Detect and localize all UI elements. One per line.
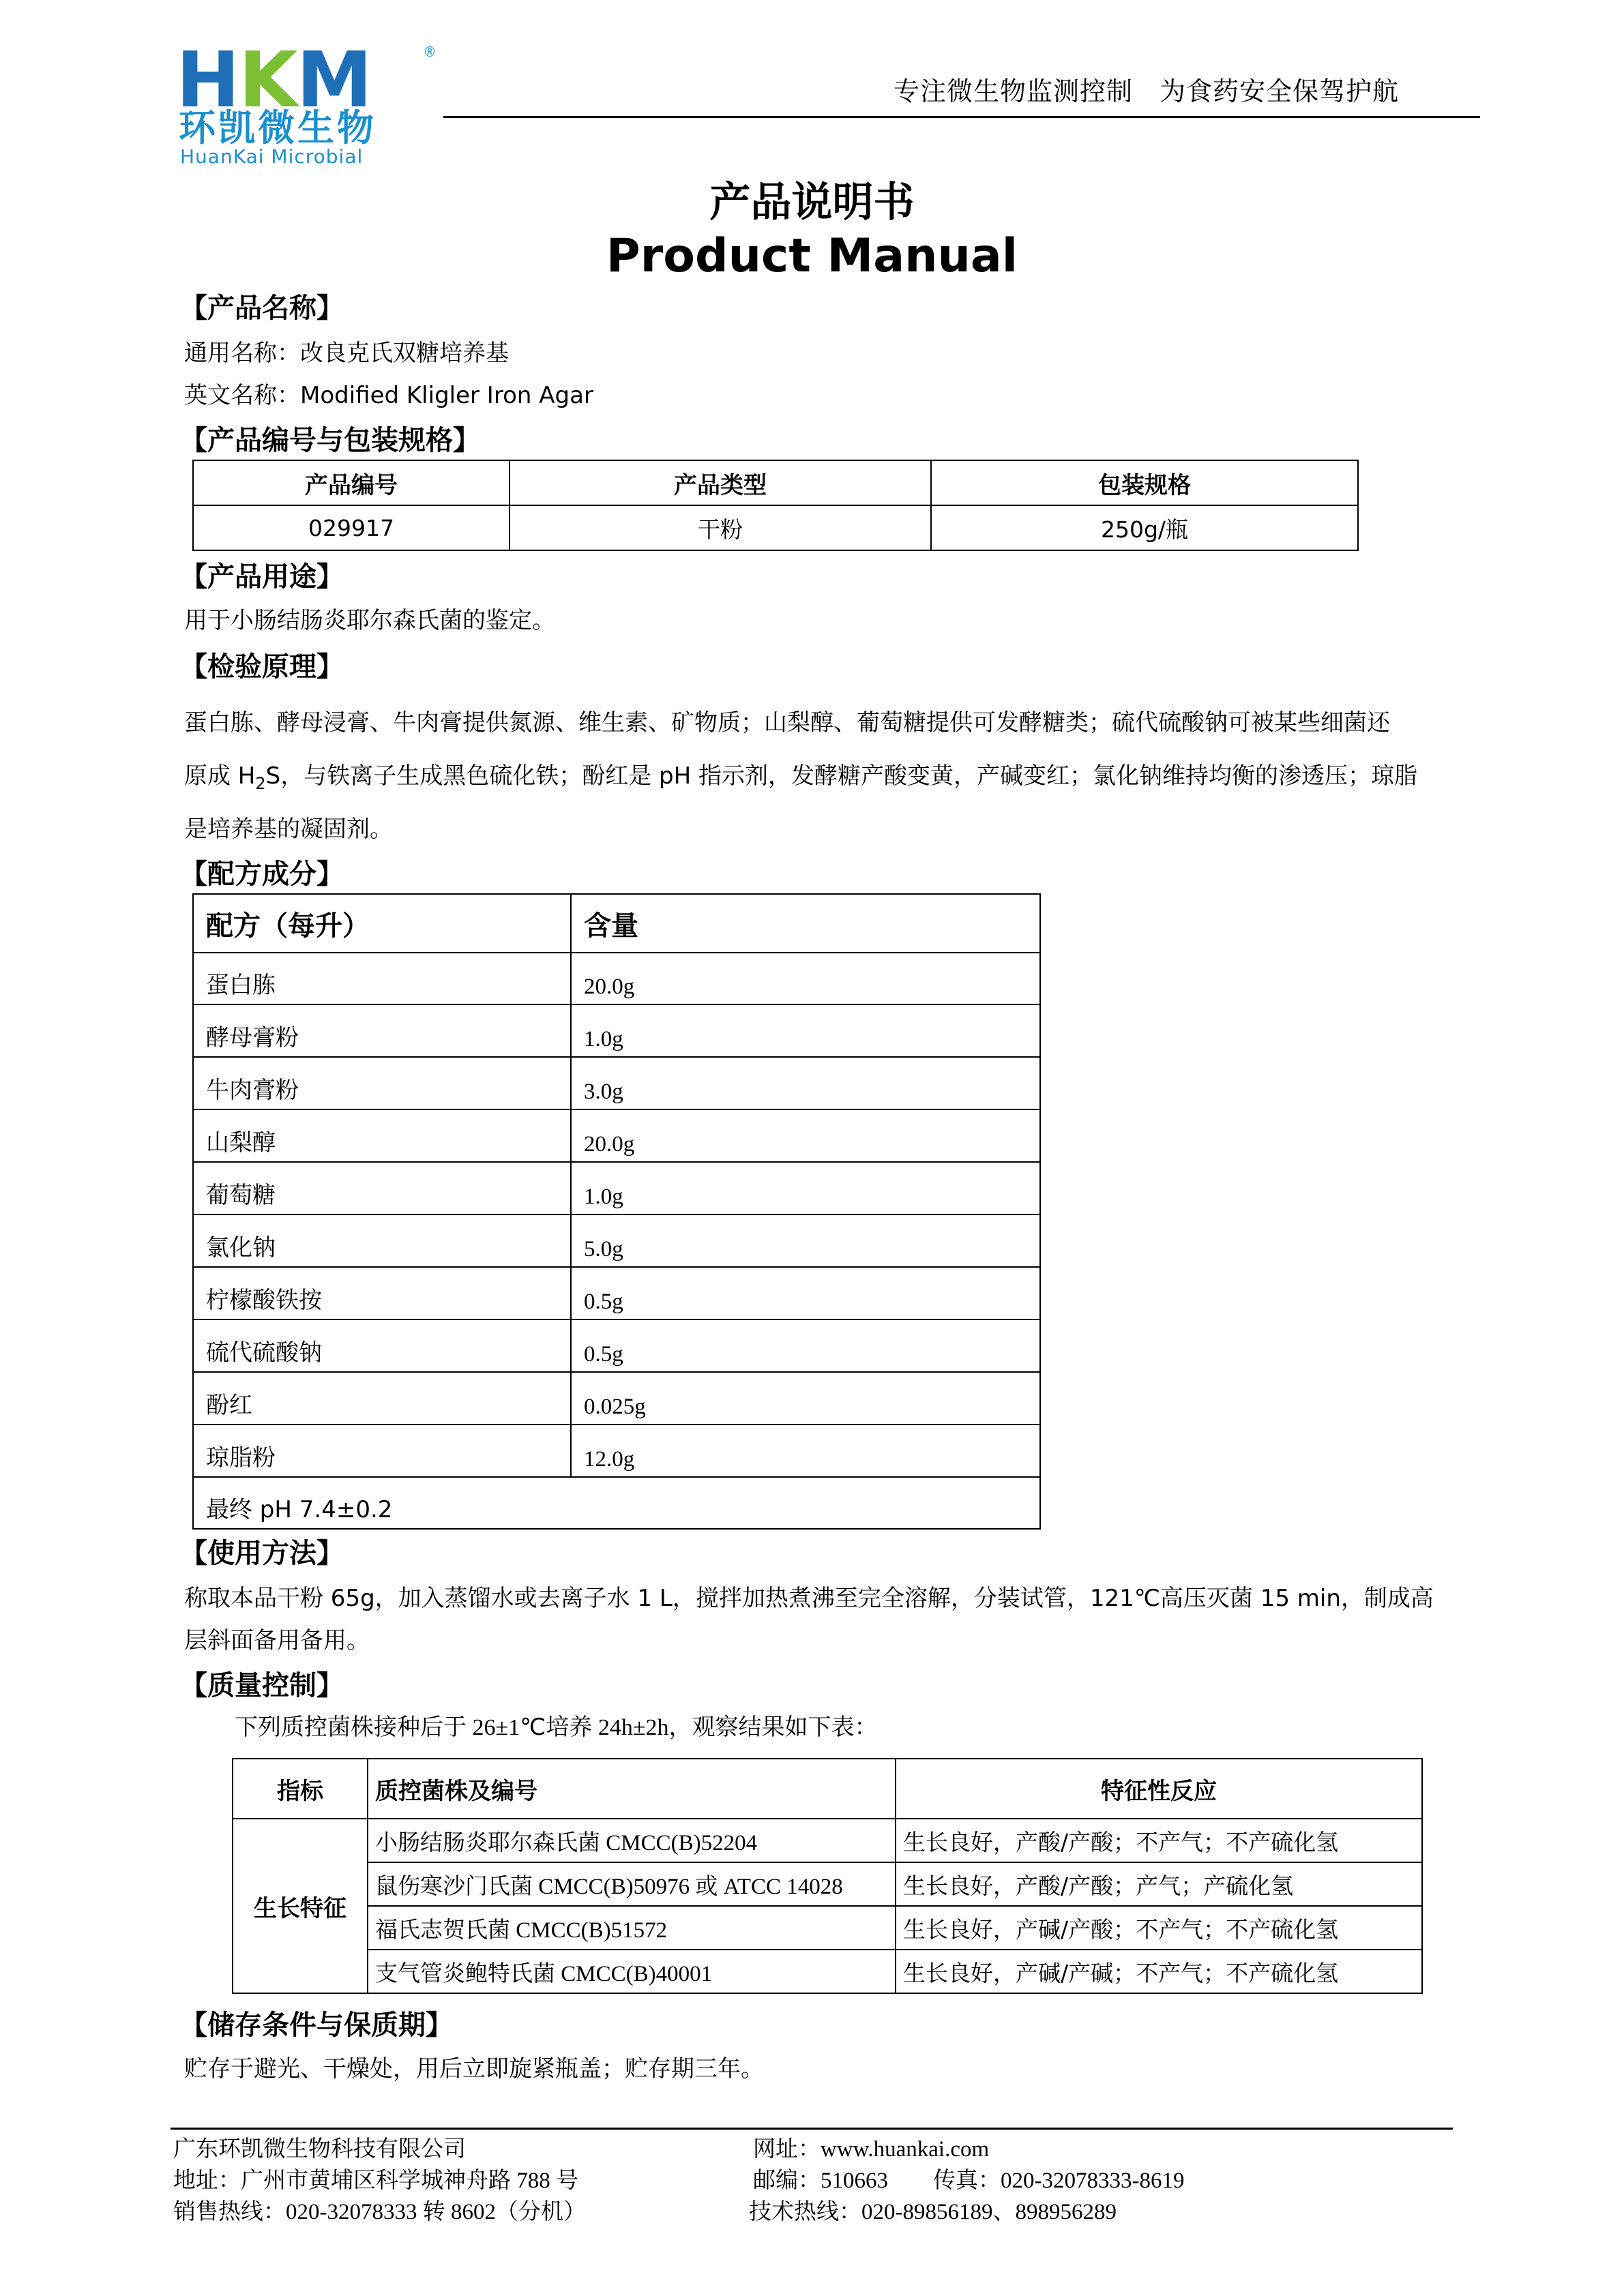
logo-name-en: HuanKai Microbial [180, 145, 364, 168]
product-code: 029917 [193, 505, 510, 550]
ingredient-amount: 1.0g [571, 1162, 1040, 1214]
qc-strain: 福氏志贺氏菌 CMCC(B)51572 [368, 1906, 896, 1950]
section-heading-principle: 【检验原理】 [180, 651, 344, 683]
header-cell: 配方（每升） [193, 894, 571, 953]
section-heading-formula: 【配方成分】 [180, 859, 344, 890]
header-divider [443, 116, 1480, 118]
qc-strain: 小肠结肠炎耶尔森氏菌 CMCC(B)52204 [368, 1819, 896, 1862]
storage-text: 贮存于避光、干燥处，用后立即旋紧瓶盖；贮存期三年。 [184, 2055, 764, 2083]
ingredient-amount: 3.0g [571, 1057, 1040, 1109]
ingredient-name: 牛肉膏粉 [193, 1057, 571, 1109]
header-slogan: 专注微生物监测控制 为食药安全保驾护航 [894, 76, 1400, 106]
principle-line-2 [184, 761, 1417, 799]
qc-strain: 支气管炎鲍特氏菌 CMCC(B)40001 [368, 1950, 896, 1993]
logo-letter-k: K [238, 36, 297, 125]
qc-intro: 下列质控菌株接种后于 26±1℃培养 24h±2h，观察结果如下表： [235, 1715, 878, 1740]
section-heading-product-name: 【产品名称】 [180, 293, 344, 324]
logo-letter-h: H [176, 36, 239, 125]
ingredient-name: 葡萄糖 [193, 1162, 571, 1214]
header-cell: 特征性反应 [896, 1759, 1422, 1819]
product-code-table [192, 460, 1359, 551]
logo-name-cn: 环凯微生物 [179, 106, 377, 149]
section-heading-usage: 【产品用途】 [180, 561, 344, 593]
section-heading-method: 【使用方法】 [180, 1538, 344, 1569]
principle-line-3: 是培养基的凝固剂。 [184, 816, 393, 843]
ingredient-amount: 20.0g [571, 953, 1040, 1004]
package-spec: 250g/瓶 [931, 505, 1358, 550]
ingredient-amount: 0.5g [571, 1320, 1040, 1372]
qc-strain: 鼠伤寒沙门氏菌 CMCC(B)50976 或 ATCC 14028 [368, 1862, 896, 1906]
ingredient-name: 柠檬酸铁按 [193, 1267, 571, 1320]
header-cell: 含量 [571, 894, 1040, 953]
ingredient-name: 山梨醇 [193, 1109, 571, 1162]
qc-table [232, 1758, 1423, 1994]
ingredient-amount: 12.0g [571, 1425, 1040, 1477]
subscript: 2 [255, 773, 266, 793]
product-type: 干粉 [510, 505, 931, 550]
page-title-en: Product Manual [606, 229, 1018, 283]
ingredient-name: 蛋白胨 [193, 953, 571, 1004]
final-ph: 最终 pH 7.4±0.2 [193, 1477, 1040, 1529]
ingredient-name: 琼脂粉 [193, 1425, 571, 1477]
qc-reaction: 生长良好，产酸/产酸；不产气；不产硫化氢 [896, 1819, 1422, 1862]
section-heading-product-code: 【产品编号与包装规格】 [180, 425, 480, 456]
qc-group-label: 生长特征 [233, 1819, 368, 1993]
ingredient-name: 硫代硫酸钠 [193, 1320, 571, 1372]
qc-reaction: 生长良好，产碱/产碱；不产气；不产硫化氢 [896, 1950, 1422, 1993]
header-cell: 产品类型 [510, 460, 931, 505]
ingredient-amount: 0.025g [571, 1372, 1040, 1425]
registered-mark: ® [423, 44, 437, 60]
ingredient-name: 酵母膏粉 [193, 1004, 571, 1057]
section-heading-storage: 【储存条件与保质期】 [180, 2010, 453, 2041]
qc-reaction: 生长良好，产碱/产酸；不产气；不产硫化氢 [896, 1906, 1422, 1950]
header-cell: 产品编号 [193, 460, 510, 505]
method-line-2: 层斜面备用备用。 [184, 1627, 370, 1654]
footer-divider [171, 2128, 1453, 2130]
logo-letter-m: M [296, 36, 371, 125]
header-cell: 包装规格 [931, 460, 1358, 505]
usage-text: 用于小肠结肠炎耶尔森氏菌的鉴定。 [184, 607, 555, 634]
common-name: 通用名称：改良克氏双糖培养基 [184, 340, 509, 367]
ingredient-amount: 5.0g [571, 1214, 1040, 1267]
section-heading-qc: 【质量控制】 [180, 1670, 344, 1701]
principle-line-1: 蛋白胨、酵母浸膏、牛肉膏提供氮源、维生素、矿物质；山梨醇、葡萄糖提供可发酵糖类；硫代硫酸钠可被某些细菌还 [184, 709, 1390, 736]
ingredient-name: 酚红 [193, 1372, 571, 1425]
ingredient-name: 氯化钠 [193, 1214, 571, 1267]
footer-address: 地址：广州市黄埔区科学城神舟路 788 号 [173, 2168, 578, 2193]
footer-company: 广东环凯微生物科技有限公司 [173, 2137, 466, 2162]
footer-sales-hotline: 销售热线：020-32078333 转 8602（分机） [173, 2200, 586, 2224]
qc-reaction: 生长良好，产酸/产酸；产气；产硫化氢 [896, 1862, 1422, 1906]
page-title-cn: 产品说明书 [709, 179, 915, 226]
footer-postal-fax: 邮编：510663 传真：020-32078333-8619 [753, 2168, 1185, 2193]
footer-website[interactable]: 网址：www.huankai.com [753, 2137, 990, 2162]
formula-table [192, 893, 1041, 1530]
header-cell: 质控菌株及编号 [368, 1759, 896, 1819]
ingredient-amount: 0.5g [571, 1267, 1040, 1320]
ingredient-amount: 20.0g [571, 1109, 1040, 1162]
principle-text: 原成 H [184, 762, 256, 790]
header-cell: 指标 [233, 1759, 368, 1819]
method-line-1: 称取本品干粉 65g，加入蒸馏水或去离子水 1 L，搅拌加热煮沸至完全溶解，分装试管，121℃高压灭菌 15 min，制成高 [184, 1585, 1434, 1612]
ingredient-amount: 1.0g [571, 1004, 1040, 1057]
english-name: 英文名称：Modified Kligler Iron Agar [184, 382, 593, 409]
principle-text: S，与铁离子生成黑色硫化铁；酚红是 pH 指示剂，发酵糖产酸变黄，产碱变红；氯化钠维持均衡的渗透压；琼脂 [265, 762, 1417, 790]
footer-tech-hotline: 技术热线：020-89856189、898956289 [749, 2200, 1117, 2224]
